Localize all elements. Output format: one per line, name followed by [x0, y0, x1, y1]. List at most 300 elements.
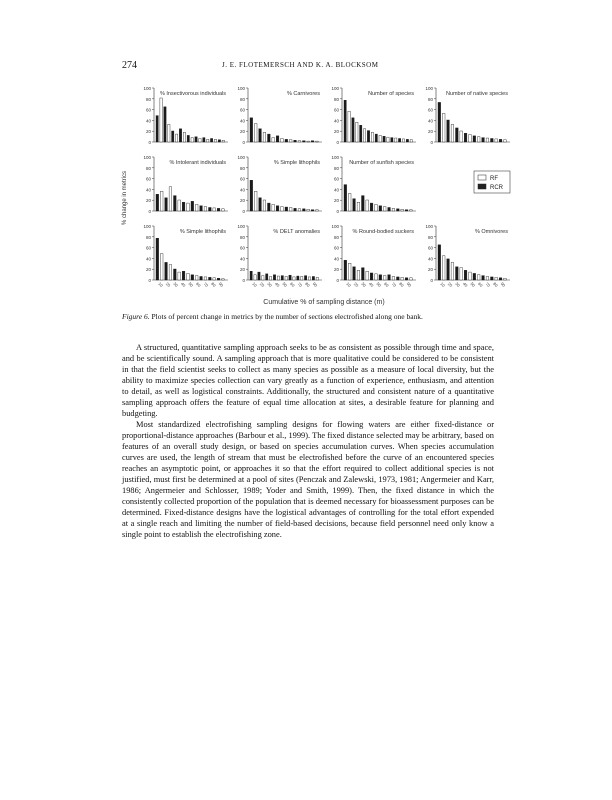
- bar: [191, 201, 194, 211]
- y-tick-label: 0: [336, 278, 339, 283]
- bar: [392, 276, 395, 280]
- bar: [353, 199, 356, 211]
- y-tick-label: 60: [239, 245, 245, 251]
- bar: [353, 267, 356, 280]
- bar: [344, 100, 346, 142]
- bar: [262, 276, 264, 280]
- figure-svg: [122, 78, 508, 308]
- x-tick-label: 50: [187, 281, 195, 288]
- bar: [263, 132, 266, 142]
- y-tick-label: 80: [145, 96, 151, 102]
- bar: [285, 207, 288, 211]
- bar: [357, 202, 360, 211]
- bar: [269, 276, 271, 280]
- bar: [289, 207, 292, 211]
- x-tick-label: 20: [164, 281, 172, 288]
- bar: [195, 276, 198, 280]
- bar: [204, 207, 207, 211]
- bar: [371, 132, 373, 142]
- bar: [447, 120, 450, 142]
- bar: [183, 132, 185, 142]
- bar: [200, 206, 203, 211]
- x-tick-label: 90: [217, 281, 225, 288]
- panel-title: % Insectivorous individuals: [159, 91, 226, 97]
- bar: [316, 277, 318, 280]
- bar: [298, 209, 301, 211]
- x-tick-label: 30: [454, 281, 462, 288]
- bar: [281, 276, 283, 280]
- bar: [289, 140, 292, 142]
- y-tick-label: 80: [333, 96, 339, 102]
- bar: [168, 124, 170, 142]
- x-tick-label: 60: [383, 281, 390, 288]
- legend-swatch: [478, 175, 486, 180]
- bar: [218, 140, 220, 142]
- bar: [203, 138, 205, 142]
- x-tick-label: 40: [367, 281, 375, 288]
- y-tick-label: 20: [427, 129, 433, 135]
- bar: [250, 271, 252, 280]
- bar: [272, 138, 275, 142]
- y-tick-label: 40: [145, 256, 151, 262]
- y-tick-label: 60: [427, 107, 433, 113]
- y-tick-label: 20: [427, 267, 433, 273]
- y-tick-label: 80: [427, 234, 433, 240]
- bar: [204, 277, 207, 280]
- bar: [504, 278, 507, 280]
- y-tick-label: 80: [145, 165, 151, 171]
- legend-label: RF: [490, 176, 498, 182]
- bar: [388, 275, 391, 280]
- bar: [187, 273, 190, 280]
- bar: [363, 129, 365, 142]
- y-tick-label: 60: [145, 245, 151, 251]
- panel-title: % Simple lithophils: [273, 160, 320, 166]
- bar: [367, 131, 369, 142]
- y-tick-label: 40: [145, 187, 151, 193]
- y-tick-label: 20: [333, 267, 339, 273]
- y-tick-label: 40: [239, 256, 245, 262]
- bar: [469, 272, 472, 280]
- bar: [352, 118, 354, 142]
- body-text: [122, 342, 494, 540]
- page-number: 274: [122, 60, 137, 71]
- bar: [383, 276, 386, 280]
- bar: [397, 209, 400, 211]
- bar: [191, 275, 194, 280]
- bar: [281, 207, 284, 211]
- x-tick-label: 80: [492, 281, 499, 288]
- bar: [182, 271, 185, 280]
- bar: [213, 278, 216, 280]
- y-tick-label: 20: [145, 267, 151, 273]
- y-tick-label: 20: [239, 267, 245, 273]
- bar: [222, 209, 225, 211]
- x-tick-label: 40: [461, 281, 469, 288]
- panel-title: % Intolerant individuals: [169, 160, 226, 166]
- y-tick-label: 20: [239, 198, 245, 204]
- y-tick-label: 100: [331, 224, 339, 229]
- y-tick-label: 60: [427, 245, 433, 251]
- bar: [447, 259, 450, 280]
- x-tick-label: 30: [172, 281, 180, 288]
- bar: [316, 210, 319, 211]
- y-tick-label: 0: [242, 209, 245, 214]
- bar: [307, 209, 310, 211]
- y-tick-label: 0: [242, 278, 245, 283]
- figure-6: [122, 78, 508, 308]
- bar: [477, 275, 480, 280]
- panel-title: % Omnivores: [474, 229, 508, 235]
- y-tick-label: 0: [242, 140, 245, 145]
- y-tick-label: 20: [333, 198, 339, 204]
- bar: [375, 274, 378, 280]
- y-tick-label: 0: [430, 278, 433, 283]
- y-tick-label: 60: [145, 176, 151, 182]
- x-tick-label: 90: [499, 281, 507, 288]
- bar: [405, 210, 408, 211]
- x-tick-label: 10: [251, 281, 258, 288]
- x-tick-label: 60: [289, 281, 296, 288]
- bar: [451, 124, 454, 142]
- bar: [401, 209, 404, 211]
- y-tick-label: 20: [239, 129, 245, 135]
- bar: [362, 268, 365, 280]
- y-tick-label: 80: [239, 96, 245, 102]
- bar: [178, 200, 181, 211]
- bar: [387, 137, 389, 142]
- bar: [491, 138, 494, 142]
- y-tick-label: 20: [145, 129, 151, 135]
- bar: [438, 245, 441, 280]
- bar: [348, 111, 350, 142]
- x-tick-label: 50: [375, 281, 383, 288]
- running-head: J. E. FLOTEMERSCH AND K. A. BLOCKSOM: [222, 61, 379, 69]
- x-tick-label: 70: [484, 281, 492, 288]
- x-tick-label: 40: [273, 281, 281, 288]
- bar: [477, 137, 480, 142]
- y-tick-label: 40: [427, 118, 433, 124]
- bar: [451, 262, 454, 280]
- bar: [398, 138, 400, 142]
- bar: [195, 204, 198, 211]
- bar: [473, 136, 476, 142]
- x-tick-label: 70: [390, 281, 398, 288]
- bar: [179, 129, 181, 142]
- y-tick-label: 60: [239, 107, 245, 113]
- y-tick-label: 0: [148, 278, 151, 283]
- panel-title: Number of native species: [445, 91, 508, 97]
- bar: [311, 141, 314, 142]
- bar: [160, 254, 163, 280]
- bar: [165, 262, 168, 280]
- panel-title: Number of sunfish species: [349, 160, 414, 166]
- x-tick-label: 20: [446, 281, 454, 288]
- bar: [191, 138, 193, 142]
- bar: [388, 207, 391, 211]
- bar: [169, 265, 172, 280]
- bar: [383, 207, 386, 211]
- x-tick-label: 40: [179, 281, 187, 288]
- bar: [213, 208, 216, 211]
- x-tick-label: 30: [266, 281, 274, 288]
- y-tick-label: 40: [333, 118, 339, 124]
- y-tick-label: 20: [145, 198, 151, 204]
- y-tick-label: 100: [237, 224, 245, 229]
- bar: [504, 140, 507, 142]
- x-tick-label: 70: [296, 281, 304, 288]
- bar: [375, 134, 377, 142]
- bar: [401, 277, 404, 280]
- panel-title: Number of species: [368, 91, 414, 97]
- bar: [209, 277, 212, 280]
- bar: [182, 202, 185, 211]
- y-tick-label: 0: [430, 140, 433, 145]
- bar: [495, 139, 498, 142]
- x-tick-label: 10: [439, 281, 446, 288]
- bar: [301, 276, 303, 280]
- bar: [207, 139, 209, 142]
- bar: [273, 275, 275, 280]
- bar: [366, 271, 369, 280]
- bar: [164, 107, 166, 142]
- y-tick-label: 100: [331, 86, 339, 91]
- bar: [156, 116, 158, 142]
- bar: [217, 208, 220, 211]
- legend-swatch: [478, 184, 486, 189]
- bar: [311, 210, 314, 211]
- bar: [383, 136, 385, 142]
- bar: [156, 194, 159, 211]
- bar: [473, 273, 476, 280]
- x-tick-label: 20: [258, 281, 266, 288]
- bar: [298, 141, 301, 142]
- bar: [348, 263, 351, 280]
- x-tick-label: 10: [345, 281, 352, 288]
- figure-caption: [122, 312, 494, 321]
- y-tick-label: 0: [148, 209, 151, 214]
- x-tick-label: 80: [398, 281, 405, 288]
- bar: [217, 278, 220, 280]
- bar: [258, 272, 260, 280]
- bar: [495, 277, 498, 280]
- bar: [303, 209, 306, 211]
- bar: [272, 204, 275, 211]
- x-tick-label: 50: [281, 281, 289, 288]
- bar: [165, 198, 168, 211]
- y-tick-label: 80: [333, 234, 339, 240]
- legend-label: RCR: [490, 185, 503, 191]
- bar: [438, 102, 441, 142]
- bar: [405, 278, 408, 280]
- bar: [410, 278, 413, 280]
- bar: [375, 204, 378, 211]
- bar: [268, 134, 271, 142]
- y-tick-label: 0: [336, 140, 339, 145]
- bar: [486, 276, 489, 280]
- bar: [406, 139, 408, 142]
- bar: [482, 276, 485, 280]
- y-axis-label: % change in metrics: [122, 170, 128, 226]
- bar: [482, 138, 485, 142]
- bar: [222, 140, 224, 142]
- y-tick-label: 40: [145, 118, 151, 124]
- x-tick-label: 20: [352, 281, 360, 288]
- bar: [250, 180, 253, 211]
- bar: [294, 140, 297, 142]
- y-tick-label: 100: [331, 155, 339, 160]
- bar: [357, 270, 360, 280]
- bar: [214, 139, 216, 142]
- bar: [499, 139, 502, 142]
- bar: [254, 275, 256, 280]
- bar: [169, 187, 172, 211]
- bar: [160, 191, 163, 211]
- y-tick-label: 100: [143, 224, 151, 229]
- y-tick-label: 80: [145, 234, 151, 240]
- bar: [370, 203, 373, 211]
- bar: [366, 200, 369, 211]
- bar: [199, 138, 201, 142]
- y-tick-label: 0: [336, 209, 339, 214]
- y-tick-label: 40: [239, 118, 245, 124]
- bar: [285, 139, 288, 142]
- bar: [348, 193, 351, 211]
- y-tick-label: 60: [333, 107, 339, 113]
- bar: [316, 141, 319, 142]
- bar: [456, 267, 459, 280]
- bar: [210, 138, 212, 142]
- bar: [442, 256, 445, 280]
- bar: [391, 138, 393, 142]
- bar: [344, 185, 347, 211]
- x-axis-label: Cumulative % of sampling distance (m): [263, 299, 385, 306]
- bar: [464, 133, 467, 142]
- bar: [268, 203, 271, 211]
- y-tick-label: 80: [333, 165, 339, 171]
- x-tick-label: 60: [195, 281, 202, 288]
- bar: [464, 270, 467, 280]
- bar: [294, 208, 297, 211]
- y-tick-label: 100: [425, 86, 433, 91]
- bar: [307, 141, 310, 142]
- bar: [410, 210, 413, 211]
- bar: [285, 276, 287, 280]
- bar: [308, 277, 310, 280]
- bar: [370, 273, 373, 280]
- bar: [456, 128, 459, 142]
- caption-label: Figure 6.: [122, 312, 150, 321]
- bar: [486, 138, 489, 142]
- bar: [156, 238, 159, 280]
- y-tick-label: 100: [237, 86, 245, 91]
- bar: [195, 137, 197, 142]
- bar: [356, 122, 358, 142]
- bar: [259, 129, 262, 142]
- bar: [281, 138, 284, 142]
- bar: [379, 206, 382, 211]
- x-tick-label: 80: [210, 281, 217, 288]
- x-tick-label: 60: [477, 281, 484, 288]
- bar: [174, 196, 177, 211]
- y-tick-label: 60: [145, 107, 151, 113]
- y-tick-label: 80: [239, 165, 245, 171]
- bar: [160, 98, 162, 142]
- bar: [395, 138, 397, 142]
- panel-title: % DELT anomalies: [273, 229, 320, 235]
- y-tick-label: 60: [333, 176, 339, 182]
- bar: [174, 269, 177, 280]
- bar: [402, 139, 404, 142]
- paragraph-1: A structured, quantitative sampling approach seeks to be as consistent as possible through time and space, and be scientifically sound. A sampling approach that is more qualitative could be considered to be consistent in that the field scientist seeks to collect as many species as possible as a measure of local diversity, but the ability to maximize species collection can vary greatly as a function of experience, enthusiasm, and attention to detail, as well as logistical constraints. Additionally, the structured and consistent nature of a quantitative sampling approach offers the feature of equal time allocation at sites, a desirable feature for planning and budgeting.: [122, 343, 494, 418]
- y-tick-label: 40: [427, 256, 433, 262]
- bar: [303, 141, 306, 142]
- y-tick-label: 60: [239, 176, 245, 182]
- bar: [187, 135, 189, 142]
- y-tick-label: 100: [237, 155, 245, 160]
- bar: [266, 274, 268, 280]
- y-tick-label: 100: [425, 224, 433, 229]
- y-tick-label: 80: [427, 96, 433, 102]
- bar: [460, 268, 463, 280]
- bar: [442, 113, 445, 142]
- x-tick-label: 90: [311, 281, 319, 288]
- bar: [392, 208, 395, 211]
- bar: [200, 276, 203, 280]
- y-tick-label: 40: [333, 187, 339, 193]
- bar: [410, 140, 412, 142]
- y-tick-label: 60: [333, 245, 339, 251]
- bar: [250, 118, 253, 142]
- bar: [297, 276, 299, 280]
- bar: [293, 277, 295, 280]
- bar: [397, 277, 400, 280]
- bar: [379, 275, 382, 280]
- bar: [469, 135, 472, 142]
- bar: [254, 191, 257, 211]
- bar: [178, 272, 181, 280]
- bar: [289, 275, 291, 280]
- bar: [460, 131, 463, 142]
- bar: [312, 276, 314, 280]
- bar: [277, 276, 279, 280]
- panel-title: % Simple lithophils: [179, 229, 226, 235]
- y-tick-label: 100: [143, 155, 151, 160]
- y-tick-label: 20: [333, 129, 339, 135]
- x-tick-label: 80: [304, 281, 311, 288]
- bar: [187, 203, 190, 211]
- bar: [304, 276, 306, 280]
- y-tick-label: 80: [239, 234, 245, 240]
- x-tick-label: 50: [469, 281, 477, 288]
- bar: [175, 134, 177, 142]
- panel-title: % Carnivores: [286, 91, 320, 97]
- bar: [276, 136, 279, 142]
- panel-title: % Round-bodied suckers: [352, 229, 414, 235]
- y-tick-label: 40: [239, 187, 245, 193]
- caption-text: Plots of percent change in metrics by the number of sections electrofished along one bank.: [151, 312, 423, 321]
- x-tick-label: 90: [405, 281, 413, 288]
- x-tick-label: 10: [157, 281, 164, 288]
- bar: [360, 125, 362, 142]
- x-tick-label: 30: [360, 281, 368, 288]
- bar: [491, 277, 494, 280]
- x-tick-label: 70: [202, 281, 210, 288]
- bar: [379, 135, 381, 142]
- bar: [344, 260, 347, 280]
- y-tick-label: 40: [333, 256, 339, 262]
- bar: [209, 207, 212, 211]
